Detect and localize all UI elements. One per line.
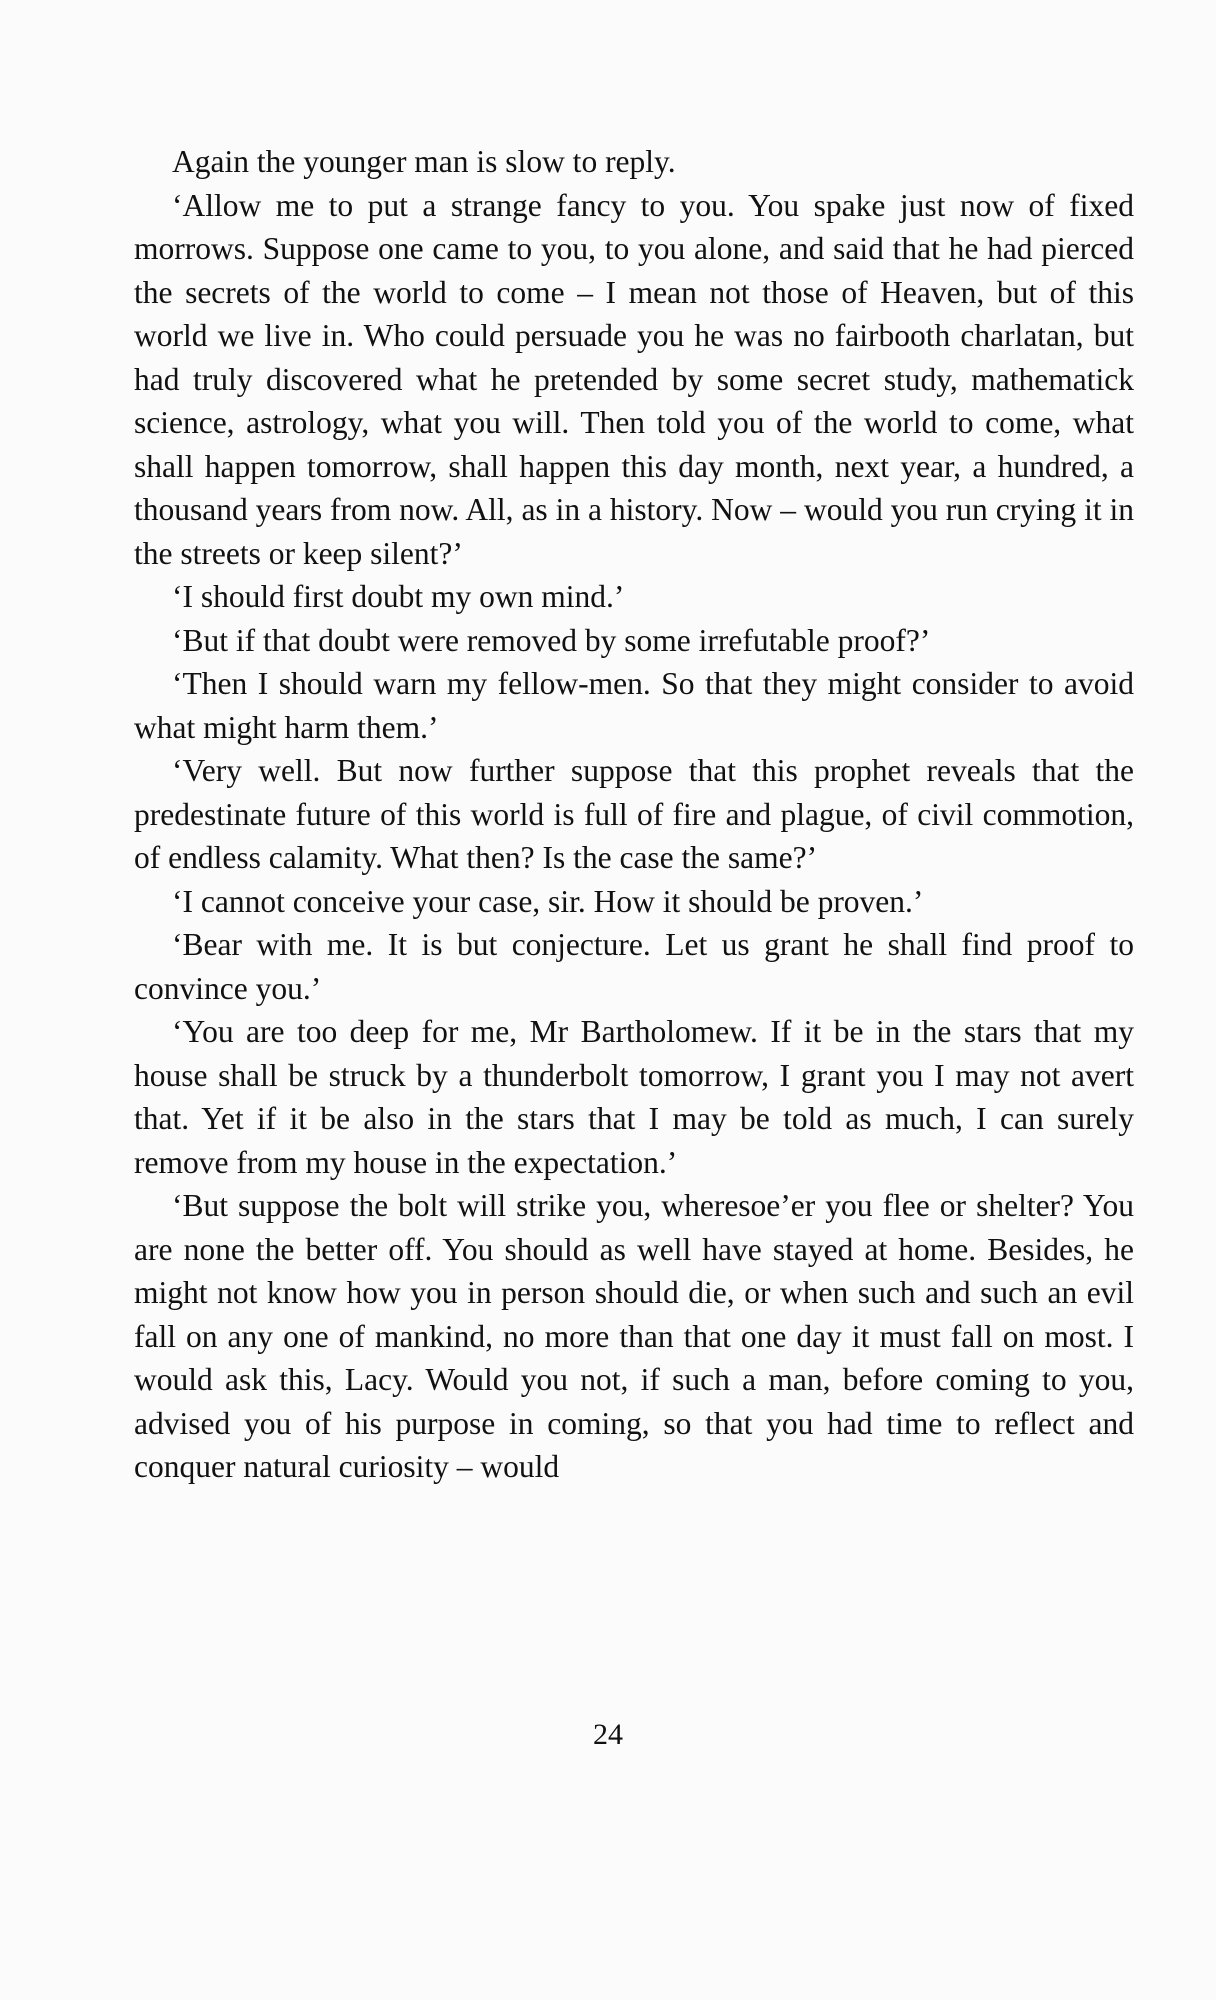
- paragraph: ‘I should first doubt my own mind.’: [172, 579, 625, 614]
- paragraph: ‘But if that doubt were removed by some irrefutable proof?’: [172, 622, 931, 658]
- paragraph: Again the younger man is slow to reply.: [172, 144, 676, 179]
- paragraph: ‘I cannot conceive your case, sir. How it should be proven.’: [172, 883, 924, 919]
- paragraph: ‘You are too deep for me, Mr Bartholomew. If it be in the stars that my house shall be struck by a thunderbolt tomorrow, I grant you I may not avert that. Yet if it be also in the stars that I may be told as much, I can surely remove from my house in the expectation.’: [134, 1014, 1134, 1180]
- paragraph: ‘But suppose the bolt will strike you, wheresoe’er you flee or shelter? You are none the better off. You should as well have stayed at home. Besides, he might not know how you in person should die, or when such and such an evil fall on any one of mankind, no more than that one day it must fall on most. I would ask this, Lacy. Would you not, if such a man, before coming to you, advised you of his purpose in coming, so that you had time to reflect and conquer natural curiosity – would: [134, 1188, 1134, 1484]
- page-number: 24: [593, 1718, 623, 1751]
- paragraph: ‘Bear with me. It is but conjecture. Let us grant he shall find proof to convince you.’: [134, 927, 1134, 1006]
- paragraph: ‘Then I should warn my fellow-men. So that they might consider to avoid what might harm them.’: [134, 666, 1134, 745]
- body-text: [134, 140, 1134, 1489]
- paragraph: ‘Very well. But now further suppose that this prophet reveals that the predestinate future of this world is full of fire and plague, of civil commotion, of endless calamity. What then? Is the case the same?’: [134, 753, 1134, 875]
- paragraph: ‘Allow me to put a strange fancy to you. You spake just now of fixed morrows. Suppose one came to you, to you alone, and said that he had pierced the secrets of the world to come – I mean not those of Heaven, but of this world we live in. Who could persuade you he was no fairbooth charlatan, but had truly discovered what he pretended by some secret study, mathematick science, astrology, what you will. Then told you of the world to come, what shall happen tomorrow, shall happen this day month, next year, a hundred, a thousand years from now. All, as in a history. Now – would you run crying it in the streets or keep silent?’: [134, 187, 1134, 571]
